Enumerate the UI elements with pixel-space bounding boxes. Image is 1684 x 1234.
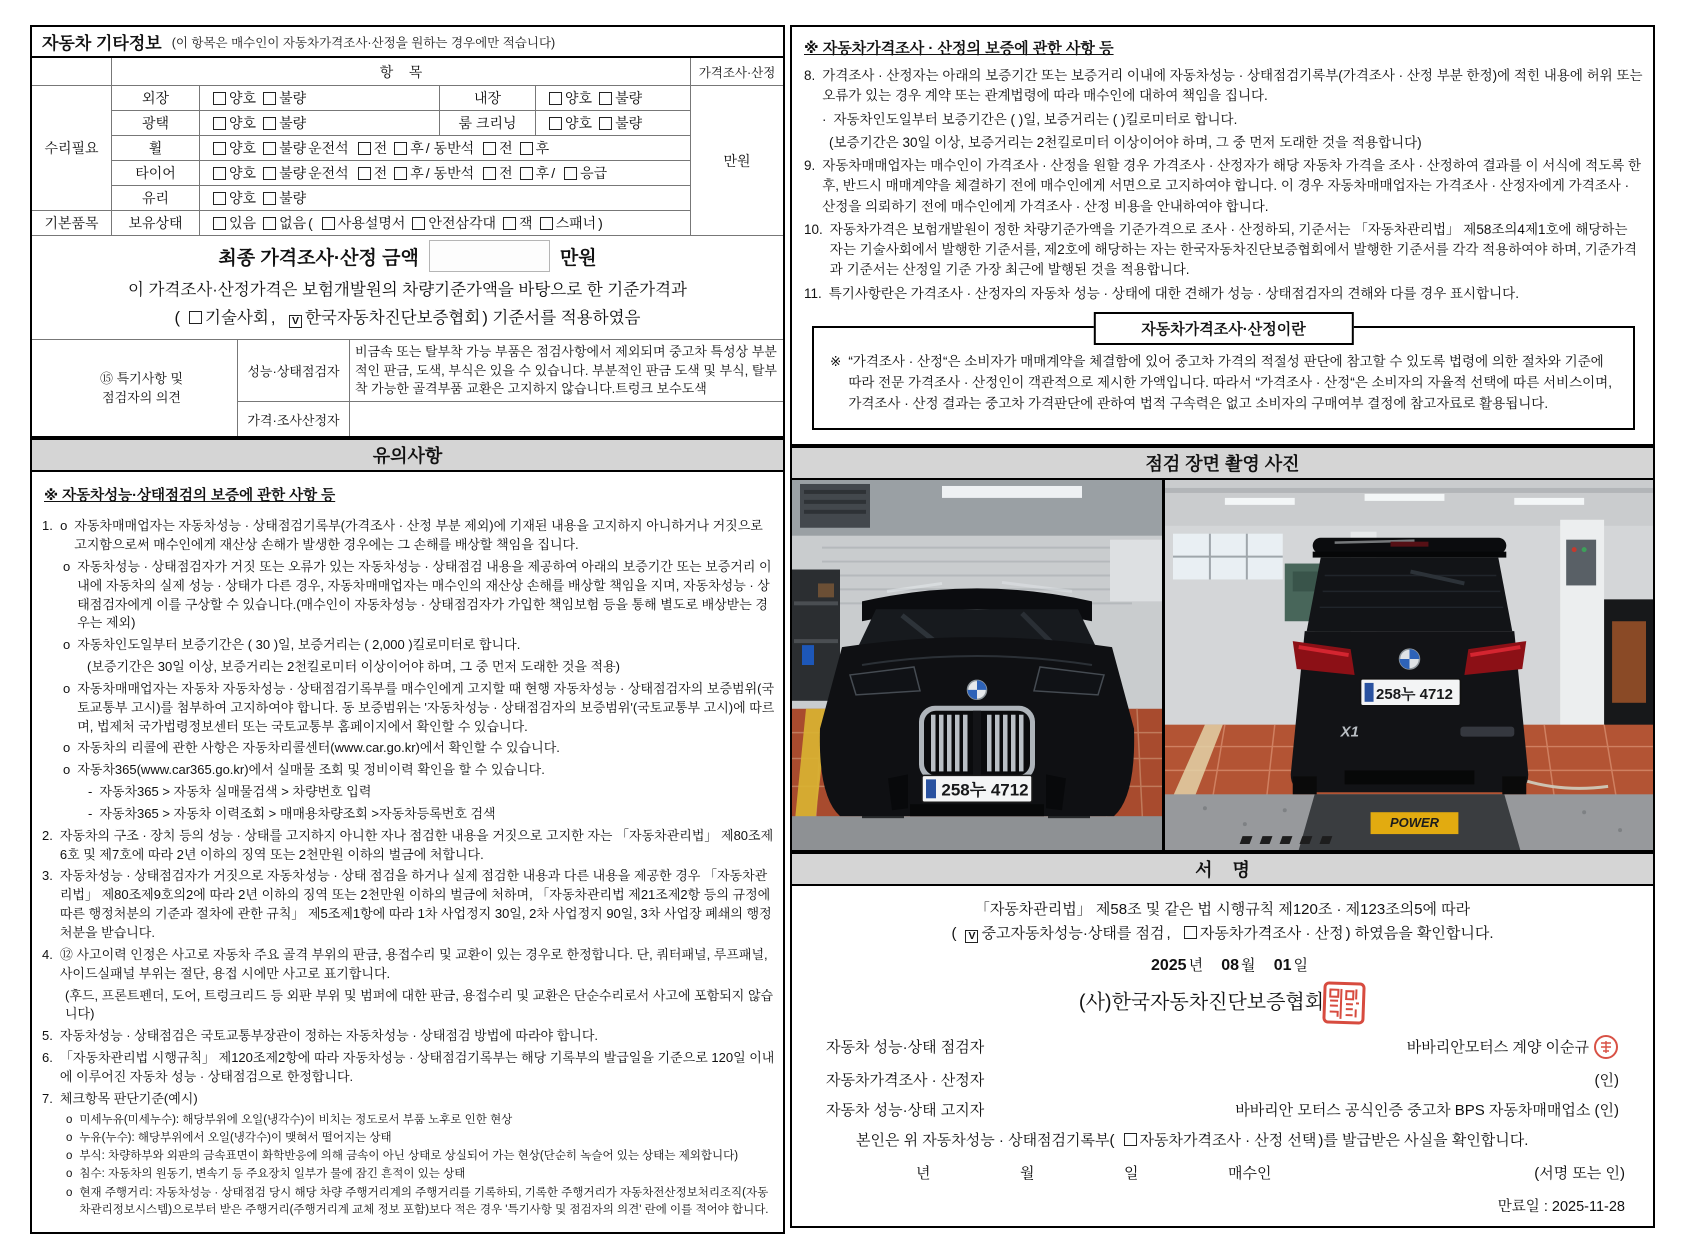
row-glass-label: 유리	[112, 186, 200, 211]
checkbox-label: 전	[499, 165, 513, 181]
text-token: 본인은 위 자동차성능 · 상태점검기록부(	[856, 1131, 1115, 1149]
text-token: ,	[270, 308, 280, 327]
notice-item	[42, 658, 777, 677]
text-token: )를 발급받은 사실을 확인합니다.	[1318, 1131, 1529, 1149]
front-photo-illustration	[792, 480, 1162, 850]
buyer-date-row: 년 월 일 매수인 (서명 또는 인)	[820, 1162, 1625, 1183]
notice-marker: 3.	[42, 868, 53, 884]
car-rear	[1291, 537, 1529, 794]
notice-text: ⑫ 사고이력 인정은 사고로 자동차 주요 골격 부위의 판금, 용접수리 및 교환이 있는 경우로 한정합니다. 단, 쿼터패널, 루프패널, 사이드실패널 부위는 절단, 용접 시에만 사고로 표기합니다.	[59, 946, 768, 981]
notice-marker: 4.	[42, 946, 53, 962]
buyer-confirm-line	[820, 1129, 1625, 1150]
trim-badge	[1460, 726, 1514, 736]
checkbox-label: 사용설명서	[337, 215, 406, 231]
license-plate-front-text: 258누 4712	[941, 779, 1029, 799]
platform	[792, 816, 1162, 850]
notice-text: 자동차매매업자는 매수인이 가격조사 · 산정을 원할 경우 가격조사 · 산정자가 해당 자동차 가격을 조사 · 산정하여 결과를 이 서식에 적도록 한 후, 반드시 매매계약을 체결하기 전에 매수인에게 서면으로 고지하여야 합니다. 이 경우 자동차매매업자는 가격조사 · 산정자에게 가격조사 · 산정을 의뢰하기 전에 매수인에게 가격조사 · 산정 비용을 안내하여야 합니다.	[822, 158, 1642, 214]
sign-date: 2025 년 08 월 01 일	[1150, 956, 1309, 974]
lift-brand-text: POWER	[1390, 814, 1439, 830]
checkbox-label: 양호	[565, 90, 593, 106]
checkbox-label: 양호	[229, 165, 257, 181]
notice-text: 자동차365(www.car365.go.kr)에서 실매물 조회 및 정비이력 확인을 할 수 있습니다.	[77, 762, 545, 778]
appraisal-definition-text	[830, 352, 1619, 415]
notice-item	[42, 1166, 777, 1183]
checkbox-label: 한국자동차진단보증협회	[304, 308, 481, 327]
notice-marker: o	[66, 1186, 73, 1199]
checkbox[interactable]	[358, 167, 371, 180]
notice-item	[42, 517, 777, 555]
checkbox[interactable]	[564, 167, 577, 180]
row-wheel-label: 휠	[112, 136, 200, 161]
text-token: ,	[1166, 924, 1175, 942]
model-badge: X1	[1340, 723, 1359, 741]
row-exterior-options	[200, 86, 440, 111]
notice-item	[42, 1148, 777, 1165]
final-amount-label: 최종 가격조사·산정 금액	[218, 247, 419, 269]
notice-marker: 8.	[804, 68, 816, 83]
notice-text: 자동차365 > 자동차 이력조회 > 매매용차량조회 >자동차등록번호 검색	[99, 805, 496, 821]
checkbox[interactable]	[322, 217, 335, 230]
checkbox-checked[interactable]: V	[289, 315, 302, 328]
checkbox[interactable]	[394, 142, 407, 155]
notice-item	[42, 1049, 777, 1087]
text-token: (	[174, 308, 181, 327]
inspector-opinion: 비금속 또는 탈부착 가능 부품은 점검사항에서 제외되며 중고차 특성상 부분적인 판금, 도색, 부식은 있을 수 있습니다. 부분적인 판금 도색 및 부식, 탈부착 가능한 골격부품 교환은 고지하지 않습니다.트렁크 보수도색	[349, 340, 783, 402]
checkbox-label: 후	[535, 140, 550, 156]
signature-bar: 서 명	[790, 852, 1655, 886]
checkbox[interactable]	[263, 142, 276, 155]
checkbox[interactable]	[540, 217, 553, 230]
checkbox[interactable]	[213, 117, 226, 130]
notice-marker: 6.	[42, 1050, 53, 1066]
row-glass-options	[200, 186, 691, 211]
row-polish-options	[200, 111, 440, 136]
checkbox[interactable]	[483, 167, 496, 180]
notice-text: 누유(누수): 해당부위에서 오일(냉각수)이 맺혀서 떨어지는 상태	[79, 1131, 392, 1144]
license-plate-rear-text: 258누 4712	[1376, 685, 1453, 703]
header-price: 가격조사·산정	[691, 58, 783, 86]
signature-box	[790, 886, 1655, 1228]
notice-item	[804, 220, 1643, 281]
standard-text	[32, 276, 783, 339]
notice-item	[804, 110, 1643, 130]
notice-text: 체크항목 판단기준(예시)	[59, 1090, 198, 1106]
text-token: / 동반석	[425, 140, 475, 156]
text-token: ) 하였음을 확인합니다.	[1345, 924, 1494, 942]
notice-marker: o	[63, 740, 71, 756]
special-notes-label: ⑮ 특기사항 및 점검자의 의견	[99, 370, 183, 406]
row-tire-label: 타이어	[112, 161, 200, 186]
caution-heading: ※ 자동차성능·상태점검의 보증에 관한 사항 등	[44, 488, 336, 505]
notice-marker: 10.	[804, 221, 823, 237]
appraiser-opinion	[349, 402, 783, 436]
notice-text: 자동차매매업자는 자동차 자동차성능 · 상태점검기록부를 매수인에게 고지할 때 현행 자동차성능 · 상태점검자의 보증범위(국토교통부 고시)를 첨부하여 고지하여야 합니다. 동 보증범위는 '자동차성능 · 상태점검자의 보증범위'(국토교통부 고시)에 따르며, 법제처 국가법령정보센터 또는 국토교통부 홈페이지에서 확인할 수 있습니다.	[77, 680, 775, 734]
left-column	[30, 25, 785, 1234]
notice-marker: -	[88, 784, 93, 800]
text-token: (	[951, 924, 957, 942]
checkbox-label: 양호	[229, 90, 257, 106]
notice-marker: 7.	[42, 1090, 53, 1106]
row-tire-options	[200, 161, 691, 186]
checkbox-label: 전	[373, 165, 388, 181]
sign-organization: (사)한국자동차진단보증협회	[820, 981, 1625, 1025]
rear-photo-illustration	[1165, 480, 1653, 850]
sign-row-appraiser: 자동차가격조사 · 산정자 (인)	[826, 1071, 1619, 1089]
text-token: / 동반석	[425, 165, 475, 181]
expiry-date: 만료일 : 2025-11-28	[1497, 1198, 1625, 1215]
notice-item	[42, 946, 777, 984]
notice-item	[804, 133, 1643, 153]
notice-marker: ·	[822, 111, 827, 127]
notice-item	[42, 680, 777, 737]
notice-text: 특기사항란은 가격조사 · 산정자의 자동차 성능 · 상태에 대한 견해가 성능 · 상태점검자의 견해와 다를 경우 표시합니다.	[828, 285, 1519, 301]
notice-item	[42, 805, 777, 824]
header-item: 항 목	[112, 58, 691, 86]
notice-text: (보증기간은 30일 이상, 보증거리는 2천킬로미터 이상이어야 하며, 그 중 먼저 도래한 것을 적용합니다)	[829, 134, 1422, 150]
text-token: (	[308, 215, 313, 231]
checkbox-label: 응급	[580, 165, 608, 181]
text-token: 운전석	[308, 165, 349, 181]
appraisal-definition-title: 자동차가격조사·산정이란	[1093, 312, 1353, 345]
checkbox[interactable]	[1184, 926, 1197, 939]
final-amount-row	[32, 236, 783, 276]
other-info-note: (이 항목은 매수인이 자동차가격조사·산정을 원하는 경우에만 적습니다)	[171, 35, 556, 50]
notice-text: 부식: 차량하부와 외판의 금속표면이 화학반응에 의해 금속이 아닌 상태로 상실되어 가는 현상(단순히 녹슬어 있는 상태는 제외합니다)	[79, 1150, 739, 1163]
notice-text: 가격조사 · 산정자는 아래의 보증기간 또는 보증거리 이내에 자동차성능 · 상태점검기록부(가격조사 · 산정 부분 한정)에 적힌 내용에 허위 또는 오류가 있는 경우 계약 또는 관계법령에 따라 매수인에 대하여 책임을 집니다.	[822, 68, 1643, 104]
checkbox-label: 불량	[615, 90, 643, 106]
other-info-box	[30, 58, 785, 438]
notice-marker: -	[88, 805, 93, 821]
notice-text: “가격조사 · 산정“은 소비자가 매매계약을 체결함에 있어 중고차 가격의 적절성 판단에 참고할 수 있도록 법령에 의한 절차와 기준에 따라 전문 가격조사 · 산정인이 객관적으로 제시한 가액입니다. 따라서 “가격조사 · 산정“은 소비자의 자율적 선택에 따른 서비스이며, 가격조사 · 산정 결과는 중고차 가격판단에 관하여 법적 구속력은 없고 소비자의 구매여부 결정에 참고자료로 활용됩니다.	[848, 353, 1612, 411]
checkbox[interactable]	[599, 92, 612, 105]
checkbox[interactable]	[520, 142, 533, 155]
checkbox-checked[interactable]: V	[965, 930, 978, 943]
photo-rear	[1165, 480, 1653, 850]
group-repair: 수리필요	[32, 86, 112, 211]
notice-marker: o	[63, 680, 71, 696]
notice-text: 자동차성능 · 상태점검은 국토교통부장관이 정하는 자동차성능 · 상태점검 방법에 따라야 합니다.	[59, 1028, 598, 1044]
checkbox[interactable]	[394, 167, 407, 180]
right-column	[790, 25, 1655, 1228]
checkbox[interactable]	[412, 217, 425, 230]
notice-item	[42, 739, 777, 758]
inspection-photos	[790, 480, 1655, 852]
other-info-titlebar	[30, 25, 785, 58]
notice-text: (보증기간은 30일 이상, 보증거리는 2천킬로미터 이상이어야 하며, 그 중 먼저 도래한 것을 적용)	[87, 659, 621, 675]
notice-item	[42, 761, 777, 780]
checkbox-label: 자동차가격조사 · 산정	[1199, 924, 1344, 942]
checkbox-label: 양호	[229, 140, 257, 156]
checkbox-label: 기술사회	[205, 308, 269, 327]
checkbox-label: 후	[535, 165, 550, 181]
notice-marker: o	[66, 1168, 73, 1181]
checkbox-label: 자동차가격조사 · 산정 선택	[1139, 1131, 1317, 1149]
checkbox-label: 불량	[615, 115, 643, 131]
checkbox[interactable]	[213, 192, 226, 205]
notice-marker: o	[66, 1113, 73, 1126]
special-notes-table	[32, 339, 783, 436]
price-notice-box	[790, 25, 1655, 446]
checkbox[interactable]	[358, 142, 371, 155]
checkbox-label: 안전삼각대	[428, 215, 497, 231]
notice-item	[42, 783, 777, 802]
signature-note: (서명 또는 인)	[1534, 1164, 1625, 1182]
checkbox-label: 양호	[229, 190, 257, 206]
notice-item	[42, 636, 777, 655]
row-exterior-label: 외장	[112, 86, 200, 111]
price-notice-heading: ※ 자동차가격조사 · 산정의 보증에 관한 사항 등	[804, 40, 1114, 57]
notice-item	[830, 352, 1619, 415]
checkbox[interactable]	[213, 217, 226, 230]
sign-row-inspector: 자동차 성능·상태 점검자 바바리안모터스 계양 이순규	[820, 1034, 1625, 1060]
notice-marker: 2.	[42, 827, 53, 843]
notice-item	[804, 66, 1643, 107]
checkbox-label: 스패너	[555, 215, 597, 231]
notice-marker: 9.	[804, 158, 816, 173]
notice-marker: o	[63, 558, 71, 574]
price-notice-list	[804, 66, 1643, 304]
row-possession-label: 보유상태	[112, 211, 200, 236]
row-roomcleaning-options	[536, 111, 691, 136]
standard-line1: 이 가격조사·산정가격은 보험개발원의 차량기준가액을 바탕으로 한 기준가격과	[128, 281, 687, 299]
notice-text: 자동차의 구조 · 장치 등의 성능 · 상태를 고지하지 아니한 자나 점검한 내용을 거짓으로 고지한 자는 「자동차관리법」 제80조제6호 및 제7호에 따라 2년 이하의 징역 또는 2천만원 이하의 벌금에 처합니다.	[59, 827, 774, 862]
checkbox[interactable]	[213, 167, 226, 180]
checkbox-label: 중고자동차성능·상태를 점검	[981, 924, 1165, 942]
other-info-title: 자동차 기타정보	[42, 34, 162, 53]
checkbox[interactable]	[549, 117, 562, 130]
sign-row-notifier: 자동차 성능·상태 고지자 바바리안 모터스 공식인증 중고차 BPS 자동차매매업소 (인)	[826, 1101, 1619, 1119]
checkbox-label: 불량	[279, 165, 307, 181]
checkbox[interactable]	[549, 92, 562, 105]
notice-item	[42, 827, 777, 865]
checkbox-label: 있음	[229, 215, 257, 231]
notice-text: 자동차의 리콜에 관한 사항은 자동차리콜센터(www.car.go.kr)에서 확인할 수 있습니다.	[77, 740, 560, 756]
other-info-table	[32, 58, 783, 236]
checkbox-label: 전	[499, 140, 513, 156]
row-roomcleaning-label: 룸 크리닝	[440, 111, 536, 136]
checkbox-label: 불량	[279, 115, 307, 131]
checkbox[interactable]	[263, 167, 276, 180]
caution-list	[42, 517, 777, 1219]
checkbox-label: 없음	[279, 215, 307, 231]
organization-seal	[1322, 981, 1366, 1025]
notice-marker: 11.	[804, 285, 822, 301]
text-token: 운전석	[308, 140, 349, 156]
car-front	[820, 582, 1134, 816]
notice-text: 미세누유(미세누수): 해당부위에 오일(냉각수)이 비치는 정도로서 부품 노후로 인한 현상	[79, 1113, 513, 1126]
notice-text: 자동차인도일부터 보증기간은 ( )일, 보증거리는 ( )킬로미터로 합니다.	[833, 111, 1238, 127]
notice-text: 자동차매매업자는 자동차성능 · 상태점검기록부(가격조사 · 산정 부분 제외)에 기재된 내용을 고지하지 아니하거나 거짓으로 고지함으로써 매수인에게 재산상 손해가 발생한 경우에는 그 손해를 배상할 책임을 집니다.	[74, 518, 763, 552]
notice-item	[42, 1112, 777, 1129]
notice-item	[42, 987, 777, 1025]
checkbox-label: 불량	[279, 140, 307, 156]
standard-line2	[32, 306, 783, 332]
notice-text: 자동차성능 · 상태점검자가 거짓으로 자동차성능 · 상태 점검을 하거나 실제 점검한 내용과 다른 내용을 제공한 경우 「자동차관리법」 제80조제9호의2에 따라 2년 이하의 징역 또는 2천만원 이하의 벌금에 처하며, 「자동차관리법 제21조제2항 등의 규정에 따른 행정처분의 기준과 절차에 관한 규칙」 제5조제1항에 따라 1차 사업정지 30일, 2차 사업정지 90일, 3차 사업장 폐쇄의 행정처분을 받습니다.	[59, 868, 772, 940]
group-basic-items: 기본품목	[32, 211, 112, 236]
notice-item	[804, 156, 1643, 217]
photo-bar: 점검 장면 촬영 사진	[790, 446, 1655, 480]
notice-text: (후드, 프론트펜더, 도어, 트렁크리드 등 외판 부위 및 범퍼에 대한 판금, 용접수리 및 교환은 단순수리로서 사고에 포함되지 않습니다)	[65, 987, 774, 1022]
notice-marker: 1. o	[42, 518, 68, 534]
checkbox[interactable]	[189, 311, 202, 324]
notice-item	[42, 1090, 777, 1109]
checkbox[interactable]	[263, 192, 276, 205]
checkbox-label: 잭	[519, 215, 533, 231]
notice-marker: o	[66, 1150, 73, 1163]
checkbox-label: 후	[410, 165, 424, 181]
notice-text: 자동차365 > 자동차 실매물검색 > 차량번호 입력	[99, 784, 372, 800]
checkbox-label: 전	[373, 140, 388, 156]
notice-marker: o	[63, 637, 71, 653]
notice-item	[42, 867, 777, 942]
inspector-seal	[1593, 1034, 1619, 1060]
row-wheel-options	[200, 136, 691, 161]
notice-text: 침수: 자동차의 원동기, 변속기 등 주요장치 일부가 물에 잠긴 흔적이 있는 상태	[79, 1168, 466, 1181]
text-token: )	[598, 215, 603, 231]
checkbox-label: 후	[410, 140, 424, 156]
checkbox[interactable]	[263, 217, 276, 230]
row-interior-options	[536, 86, 691, 111]
checkbox[interactable]	[503, 217, 516, 230]
checkbox[interactable]	[483, 142, 496, 155]
inspector-head: 성능·상태점검자	[237, 340, 349, 402]
row-possession-options	[200, 211, 691, 236]
buyer-label: 매수인	[1228, 1164, 1272, 1182]
sign-confirm-line	[820, 922, 1625, 946]
notice-text: 자동차인도일부터 보증기간은 ( 30 )일, 보증거리는 ( 2,000 )킬로미터로 합니다.	[77, 637, 521, 653]
checkbox[interactable]	[263, 92, 276, 105]
notice-text: 「자동차관리법 시행규칙」 제120조제2항에 따라 자동차성능 · 상태점검기록부는 해당 기록부의 발급일을 기준으로 120일 이내에 이루어진 자동차 성능 · 상태점검으로 한정합니다.	[59, 1050, 775, 1084]
caution-bar: 유의사항	[30, 438, 785, 472]
checkbox[interactable]	[213, 92, 226, 105]
appraisal-definition-box	[812, 320, 1635, 430]
notice-text: 현재 주행거리: 자동차성능 · 상태점검 당시 해당 차량 주행거리계의 주행거리를 기록하되, 기록한 주행거리가 자동차전산정보처리조직(자동차관리정보시스템)으로부터 받은 주행거리(주행거리계 교체 정보 포함)보다 적은 경우 '특기사항 및 점검자의 의견' 란에 이를 적어야 합니다.	[79, 1186, 769, 1216]
checkbox[interactable]	[599, 117, 612, 130]
row-interior-label: 내장	[440, 86, 536, 111]
checkbox-label: 양호	[229, 115, 257, 131]
checkbox-label: 불량	[279, 190, 307, 206]
notice-item	[42, 558, 777, 633]
checkbox[interactable]	[213, 142, 226, 155]
notice-text: 자동차가격은 보험개발원이 정한 차량기준가액을 기준가격으로 조사 · 산정하되, 기준서는 「자동차관리법」 제58조의4제1호에 해당하는 자는 기술사회에서 발행한 기준서를, 제2호에 해당하는 자는 한국자동차진단보증협회에서 발행한 기준서를 각각 적용하여야 하며, 기준가격과 기준서는 산정일 기준 가장 최근에 발행된 것을 적용합니다.	[829, 221, 1637, 278]
checkbox-label: 불량	[279, 90, 307, 106]
ceiling-light	[942, 485, 1082, 497]
notice-item	[42, 1027, 777, 1046]
row-polish-label: 광택	[112, 111, 200, 136]
final-amount-input[interactable]	[429, 240, 550, 272]
checkbox[interactable]	[263, 117, 276, 130]
sign-law-line: 「자동차관리법」 제58조 및 같은 법 시행규칙 제120조 · 제123조의5에 따라	[974, 900, 1471, 918]
photo-front	[792, 480, 1162, 850]
final-amount-unit: 만원	[559, 247, 597, 269]
notice-marker: 5.	[42, 1028, 53, 1044]
notice-marker: o	[66, 1131, 73, 1144]
text-token: /	[551, 165, 556, 181]
checkbox-label: 양호	[565, 115, 593, 131]
checkbox[interactable]	[520, 167, 533, 180]
notice-marker: o	[63, 762, 71, 778]
text-token: ) 기준서를 적용하였음	[482, 308, 641, 327]
notice-text: 자동차성능 · 상태점검자가 거짓 또는 오류가 있는 자동차성능 · 상태점검 내용을 제공하여 아래의 보증기간 또는 보증거리 이내에 자동차의 실제 성능 · 상태가 다른 경우, 자동차매매업자는 매수인의 재산상 손해를 배상할 책임을 지며, 자동차성능 · 상태점검자에게 이를 구상할 수 있습니다.(매수인이 자동차성능 · 상태점검자가 가입한 책임보험 등을 통해 별도로 배상받는 경우는 제외)	[77, 558, 772, 631]
notice-marker: ※	[830, 353, 842, 369]
notice-item	[804, 284, 1643, 304]
checkbox[interactable]	[1124, 1133, 1137, 1146]
appraiser-head: 가격·조사산정자	[237, 402, 349, 436]
caution-box	[30, 472, 785, 1234]
notice-item	[42, 1130, 777, 1147]
price-unit-cell: 만원	[691, 86, 783, 236]
lift-control-box	[1566, 539, 1596, 585]
corner-cell	[32, 58, 112, 86]
